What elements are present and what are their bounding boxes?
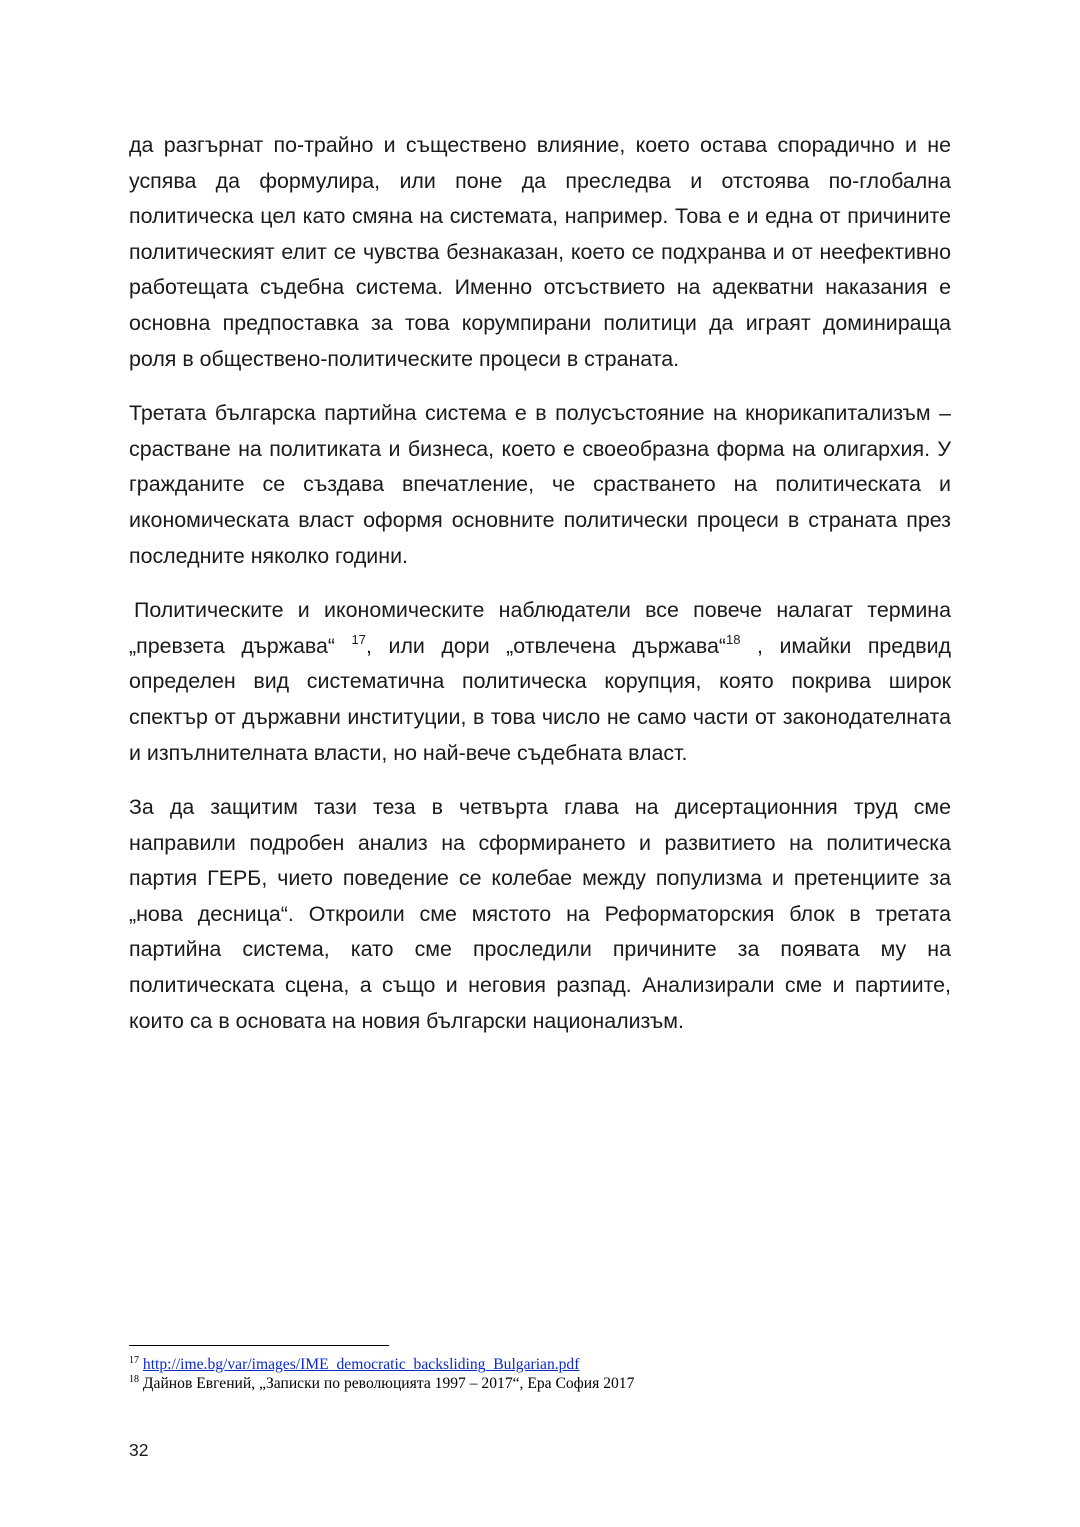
footnotes bbox=[129, 1355, 951, 1393]
footnote-17-link[interactable]: http://ime.bg/var/images/IME_democratic_backsliding_Bulgarian.pdf bbox=[142, 1356, 580, 1373]
footnote-18 bbox=[129, 1374, 951, 1393]
paragraph-3-text-2: , или дори „отвлечена държава“ bbox=[366, 633, 726, 658]
paragraph-3 bbox=[129, 593, 951, 771]
footnote-18-text: Дайнов Евгений, „Записки по революцията 1997 – 2017“, Ера София 2017 bbox=[142, 1375, 635, 1392]
footnote-separator bbox=[129, 1345, 389, 1346]
footnote-ref-18[interactable]: 18 bbox=[725, 631, 741, 647]
body-text bbox=[129, 128, 951, 1058]
paragraph-3-text-3: , имайки предвид определен вид систематична политическа корупция, която покрива широк спектър от държавни институции, в това число не само части от законодателната и изпълнителната власти, но най-вече съдебната власт. bbox=[129, 633, 951, 765]
footnote-number-18: 18 bbox=[129, 1373, 139, 1385]
footnote-number-17: 17 bbox=[129, 1354, 139, 1366]
page-number: 32 bbox=[129, 1440, 149, 1460]
paragraph-2: Третата българска партийна система е в полусъстояние на кнорикапитализъм – срастване на политиката и бизнеса, което е своеобразна форма на олигархия. У гражданите се създава впечатление, че срастването на политическата и икономическата власт оформя основните политически процеси в страната през последните няколко години. bbox=[129, 401, 951, 568]
paragraph-1: да разгърнат по-трайно и съществено влияние, което остава спорадично и не успява да формулира, или поне да преследва и отстоява по-глобална политическа цел като смяна на системата, например. Това е и една от причините политическият елит се чувства безнаказан, което се подхранва и от неефективно работещата съдебна система. Именно отсъствието на адекватни наказания е основна предпоставка за това корумпирани политици да играят доминираща роля в обществено-политическите процеси в страната. bbox=[129, 133, 951, 371]
paragraph-4: За да защитим тази теза в четвърта глава на дисертационния труд сме направили подробен анализ на сформирането и развитието на политическа партия ГЕРБ, чието поведение се колебае между популизма и претенциите за „нова десница“. Откроили сме мястото на Реформаторския блок в третата партийна система, като сме проследили причините за появата му на политическата сцена, а също и неговия разпад. Анализирали сме и партиите, които са в основата на новия български национализъм. bbox=[129, 795, 951, 1033]
footnote-ref-17[interactable]: 17 bbox=[351, 631, 367, 647]
paragraph-3-text-1: Политическите и икономическите наблюдатели все повече налагат термина „превзета държава“ bbox=[129, 598, 951, 658]
footnote-17 bbox=[129, 1355, 951, 1374]
